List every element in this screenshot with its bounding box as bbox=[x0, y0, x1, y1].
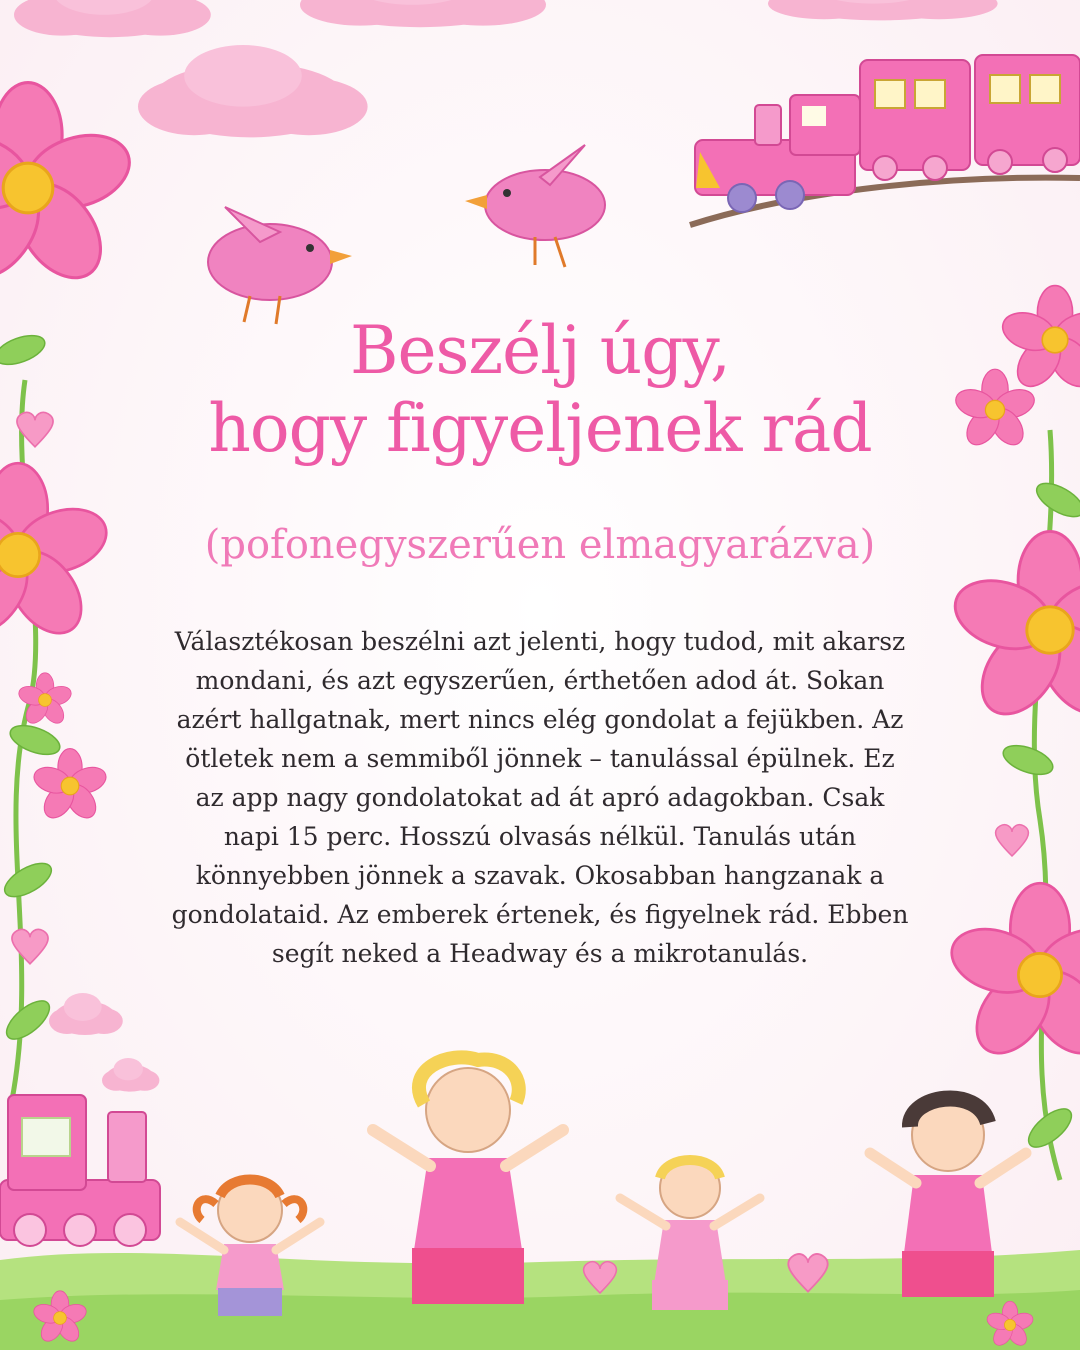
heart-icon bbox=[996, 825, 1029, 856]
flower-icon bbox=[0, 83, 139, 294]
title-line-2: hogy figyeljenek rád bbox=[208, 390, 872, 467]
title-line-1: Beszélj úgy, bbox=[349, 312, 731, 389]
train-icon bbox=[0, 1095, 160, 1246]
body-paragraph: Választékosan beszélni azt jelenti, hogy tudod, mit akarsz mondani, és azt egyszerűen, érthetően adod át. Sokan azért hallgatnak, mert nincs elég gondolat a fejükben. Az ötletek nem a semmiből jönnek – tanulással épülnek. Ez az app nagy gondolatokat ad át apró adagokban. Csak napi 15 perc. Hosszú olvasás nélkül. Tanulás után könnyebben jönnek a szavak. Okosabban hangzanak a gondolataid. Az emberek értenek, és figyelnek rád. Ebben segít neked a Headway és a mikrotanulás. bbox=[171, 627, 909, 968]
bird-icon bbox=[465, 145, 605, 267]
page-title bbox=[90, 312, 990, 468]
train-icon bbox=[690, 55, 1080, 225]
bird-icon bbox=[208, 207, 352, 324]
page-subtitle: (pofonegyszerűen elmagyarázva) bbox=[204, 522, 876, 568]
